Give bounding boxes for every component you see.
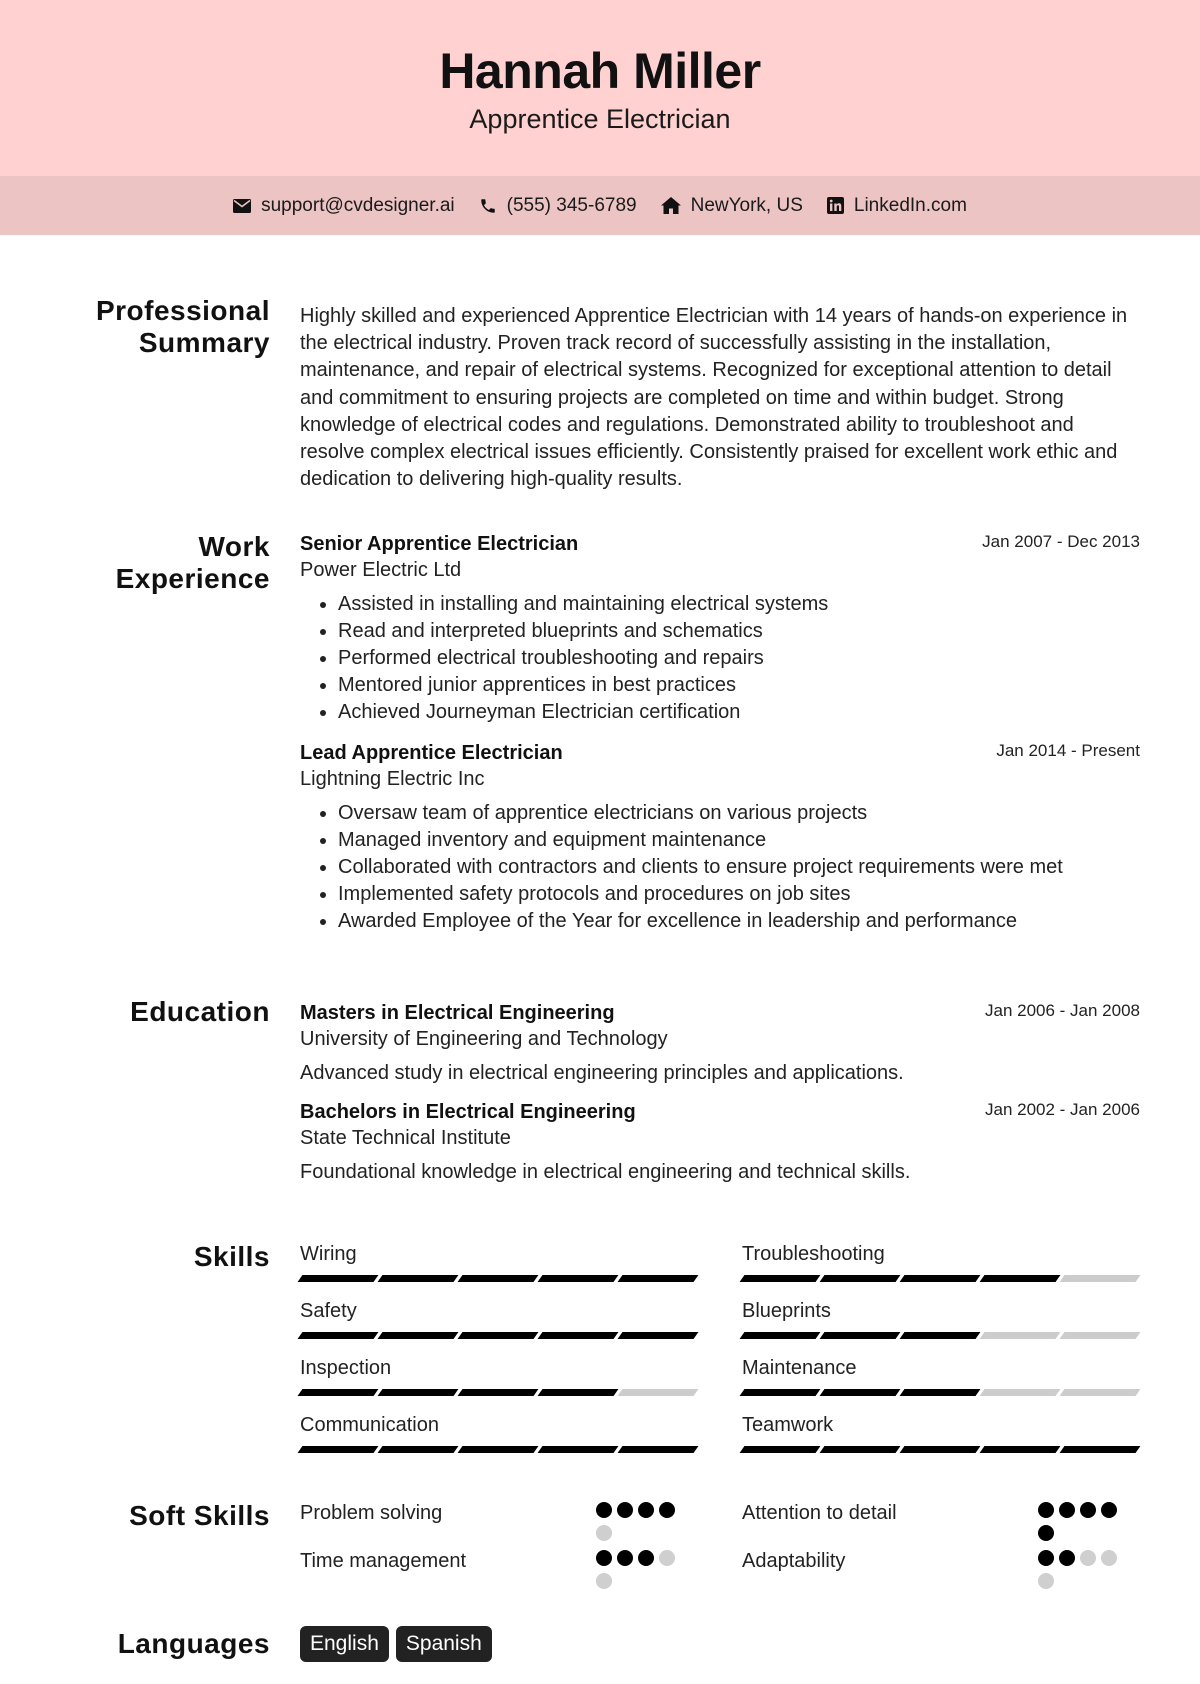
contact-email-text: support@cvdesigner.ai: [261, 194, 455, 216]
education-description: Advanced study in electrical engineering principles and applications.: [300, 1062, 904, 1084]
skill-name: Maintenance: [742, 1357, 857, 1379]
job-title: Senior Apprentice Electrician: [300, 533, 579, 555]
skill-segment-empty: [980, 1389, 1061, 1396]
contact-linkedin[interactable]: [827, 195, 967, 217]
home-icon: [661, 197, 681, 214]
skills-grid: [300, 1241, 1140, 1461]
rating-dot-filled: [596, 1550, 612, 1566]
language-badge: Spanish: [396, 1626, 492, 1662]
soft-skill-rating: [1038, 1502, 1122, 1541]
rating-dot-filled: [617, 1550, 633, 1566]
education-degree: Masters in Electrical Engineering: [300, 1002, 615, 1024]
envelope-icon: [233, 199, 251, 213]
phone-icon: [479, 197, 497, 215]
skill-segment-filled: [298, 1275, 379, 1282]
linkedin-icon: [827, 197, 844, 214]
job-dates: Jan 2014 - Present: [996, 741, 1140, 760]
rating-dot-filled: [1038, 1502, 1054, 1518]
skill-segment-filled: [538, 1275, 619, 1282]
job-bullet: • Implemented safety protocols and procedures on job sites: [338, 881, 1140, 908]
rating-dot-filled: [638, 1502, 654, 1518]
resume-header: [0, 0, 1200, 176]
skill-segment-filled: [740, 1446, 821, 1453]
soft-skills-heading: Soft Skills: [129, 1500, 270, 1531]
skill-segment-filled: [378, 1332, 459, 1339]
skill-level-bar: [300, 1389, 696, 1396]
rating-dot-filled: [596, 1502, 612, 1518]
rating-dot-filled: [638, 1550, 654, 1566]
skill-item: [742, 1241, 1138, 1282]
skill-segment-filled: [820, 1332, 901, 1339]
contact-phone-text: (555) 345-6789: [506, 194, 637, 216]
skill-segment-filled: [980, 1446, 1061, 1453]
rating-dot-empty: [596, 1573, 612, 1589]
skill-segment-filled: [740, 1332, 821, 1339]
skill-segment-filled: [378, 1446, 459, 1453]
education-school: University of Engineering and Technology: [300, 1028, 668, 1050]
languages-heading: Languages: [117, 1628, 270, 1659]
skill-segment-filled: [980, 1275, 1061, 1282]
job-company: Power Electric Ltd: [300, 559, 462, 581]
skill-item: [300, 1298, 696, 1339]
rating-dot-empty: [1101, 1550, 1117, 1566]
education-list: [300, 1000, 1140, 1186]
skill-segment-filled: [538, 1389, 619, 1396]
job-entry: [300, 531, 1140, 726]
education-dates: Jan 2006 - Jan 2008: [984, 1001, 1140, 1020]
job-bullet: • Oversaw team of apprentice electricians on various projects: [338, 800, 1140, 827]
skill-level-bar: [742, 1275, 1138, 1282]
skill-segment-filled: [618, 1275, 699, 1282]
skills-heading: Skills: [193, 1241, 270, 1272]
rating-dot-filled: [617, 1502, 633, 1518]
skill-segment-empty: [618, 1389, 699, 1396]
skill-segment-filled: [820, 1389, 901, 1396]
education-degree: Bachelors in Electrical Engineering: [300, 1101, 636, 1123]
skill-segment-filled: [538, 1446, 619, 1453]
language-badge: English: [300, 1626, 389, 1662]
skill-item: [742, 1298, 1138, 1339]
skill-segment-filled: [298, 1389, 379, 1396]
education-school: State Technical Institute: [300, 1127, 511, 1149]
education-dates: Jan 2002 - Jan 2006: [984, 1100, 1140, 1119]
rating-dot-empty: [1038, 1573, 1054, 1589]
contact-phone[interactable]: [479, 195, 637, 217]
job-bullet: • Assisted in installing and maintaining electrical systems: [338, 591, 1140, 618]
education-heading: Education: [130, 996, 270, 1027]
skill-segment-filled: [378, 1389, 459, 1396]
job-bullet: • Managed inventory and equipment maintenance: [338, 827, 1140, 854]
job-bullets: [300, 800, 1140, 935]
skill-segment-filled: [900, 1389, 981, 1396]
contact-bar: [0, 176, 1200, 235]
skill-name: Inspection: [300, 1357, 392, 1379]
skill-segment-filled: [538, 1332, 619, 1339]
education-entry: [300, 1099, 1140, 1186]
skill-item: [300, 1355, 696, 1396]
soft-skill-rating: [596, 1502, 680, 1541]
job-bullets: [300, 591, 1140, 726]
job-bullet: • Mentored junior apprentices in best practices: [338, 672, 1140, 699]
candidate-title: Apprentice Electrician: [469, 104, 731, 134]
job-bullet: • Collaborated with contractors and clients to ensure project requirements were met: [338, 854, 1140, 881]
soft-skill-name: Time management: [300, 1550, 466, 1572]
skill-segment-empty: [1060, 1389, 1141, 1396]
skill-level-bar: [742, 1389, 1138, 1396]
rating-dot-empty: [1080, 1550, 1096, 1566]
skill-name: Safety: [300, 1300, 357, 1322]
skill-segment-filled: [820, 1446, 901, 1453]
rating-dot-filled: [1059, 1550, 1075, 1566]
experience-heading-line2: Experience: [115, 563, 270, 594]
skill-segment-filled: [378, 1275, 459, 1282]
job-bullet: • Achieved Journeyman Electrician certification: [338, 699, 1140, 726]
rating-dot-filled: [1101, 1502, 1117, 1518]
contact-location-text: NewYork, US: [690, 194, 803, 216]
skill-segment-filled: [618, 1332, 699, 1339]
skill-segment-filled: [900, 1275, 981, 1282]
summary-heading-line2: Summary: [138, 327, 270, 358]
skill-segment-filled: [298, 1332, 379, 1339]
contact-email[interactable]: [233, 195, 455, 217]
skill-segment-filled: [298, 1446, 379, 1453]
rating-dot-filled: [1038, 1550, 1054, 1566]
skill-level-bar: [300, 1332, 696, 1339]
skill-segment-filled: [900, 1332, 981, 1339]
skill-level-bar: [300, 1446, 696, 1453]
soft-skill-name: Attention to detail: [742, 1502, 897, 1524]
skill-segment-filled: [618, 1446, 699, 1453]
skill-segment-filled: [900, 1446, 981, 1453]
experience-heading: [116, 531, 270, 595]
education-entry: [300, 1000, 1140, 1087]
skill-segment-empty: [1060, 1332, 1141, 1339]
skill-name: Communication: [300, 1414, 439, 1436]
rating-dot-filled: [659, 1502, 675, 1518]
job-bullet: • Awarded Employee of the Year for excellence in leadership and performance: [338, 908, 1140, 935]
skill-segment-empty: [980, 1332, 1061, 1339]
soft-skill-item: [300, 1500, 696, 1526]
skill-segment-filled: [1060, 1446, 1141, 1453]
skill-segment-filled: [740, 1275, 821, 1282]
soft-skill-item: [742, 1500, 1138, 1526]
skill-segment-filled: [740, 1389, 821, 1396]
skill-item: [742, 1355, 1138, 1396]
job-bullet: • Read and interpreted blueprints and schematics: [338, 618, 1140, 645]
candidate-name: Hannah Miller: [439, 43, 761, 99]
job-entry: [300, 740, 1140, 935]
summary-heading-line1: Professional: [95, 295, 270, 326]
languages-list: [300, 1626, 1140, 1662]
skill-name: Teamwork: [742, 1414, 834, 1436]
skill-segment-filled: [820, 1275, 901, 1282]
soft-skill-name: Problem solving: [300, 1502, 443, 1524]
experience-heading-line1: Work: [198, 531, 270, 562]
contact-linkedin-text: LinkedIn.com: [853, 194, 967, 216]
skill-segment-empty: [1060, 1275, 1141, 1282]
contact-location: [661, 195, 803, 217]
skill-item: [300, 1241, 696, 1282]
soft-skill-item: [300, 1548, 696, 1574]
soft-skill-item: [742, 1548, 1138, 1574]
experience-list: [300, 531, 1140, 935]
skill-segment-filled: [458, 1446, 539, 1453]
summary-heading: [96, 295, 270, 359]
soft-skills-grid: [300, 1500, 1140, 1600]
soft-skill-rating: [596, 1550, 680, 1589]
rating-dot-filled: [1059, 1502, 1075, 1518]
job-company: Lightning Electric Inc: [300, 768, 485, 790]
rating-dot-empty: [659, 1550, 675, 1566]
job-bullet: • Performed electrical troubleshooting and repairs: [338, 645, 1140, 672]
rating-dot-filled: [1038, 1525, 1054, 1541]
soft-skill-name: Adaptability: [742, 1550, 846, 1572]
rating-dot-filled: [1080, 1502, 1096, 1518]
skill-item: [300, 1412, 696, 1453]
job-title: Lead Apprentice Electrician: [300, 742, 563, 764]
job-dates: Jan 2007 - Dec 2013: [982, 532, 1140, 551]
skill-name: Blueprints: [742, 1300, 831, 1322]
skill-level-bar: [742, 1332, 1138, 1339]
skill-name: Troubleshooting: [742, 1243, 885, 1265]
skill-name: Wiring: [300, 1243, 357, 1265]
skill-item: [742, 1412, 1138, 1453]
skill-segment-filled: [458, 1389, 539, 1396]
skill-segment-filled: [458, 1332, 539, 1339]
skill-level-bar: [742, 1446, 1138, 1453]
education-description: Foundational knowledge in electrical engineering and technical skills.: [300, 1161, 911, 1183]
summary-text: Highly skilled and experienced Apprentice Electrician with 14 years of hands-on experience in the electrical industry. Proven track record of successfully assisting in the installation, maintenance, and repair of electrical systems. Recognized for exceptional attention to detail and commitment to ensuring projects are completed on time and within budget. Strong knowledge of electrical codes and regulations. Demonstrated ability to troubleshoot and resolve complex electrical issues efficiently. Consistently praised for excellent work ethic and dedication to delivering high-quality results.: [300, 305, 1128, 491]
skill-segment-filled: [458, 1275, 539, 1282]
rating-dot-empty: [596, 1525, 612, 1541]
soft-skill-rating: [1038, 1550, 1122, 1589]
skill-level-bar: [300, 1275, 696, 1282]
